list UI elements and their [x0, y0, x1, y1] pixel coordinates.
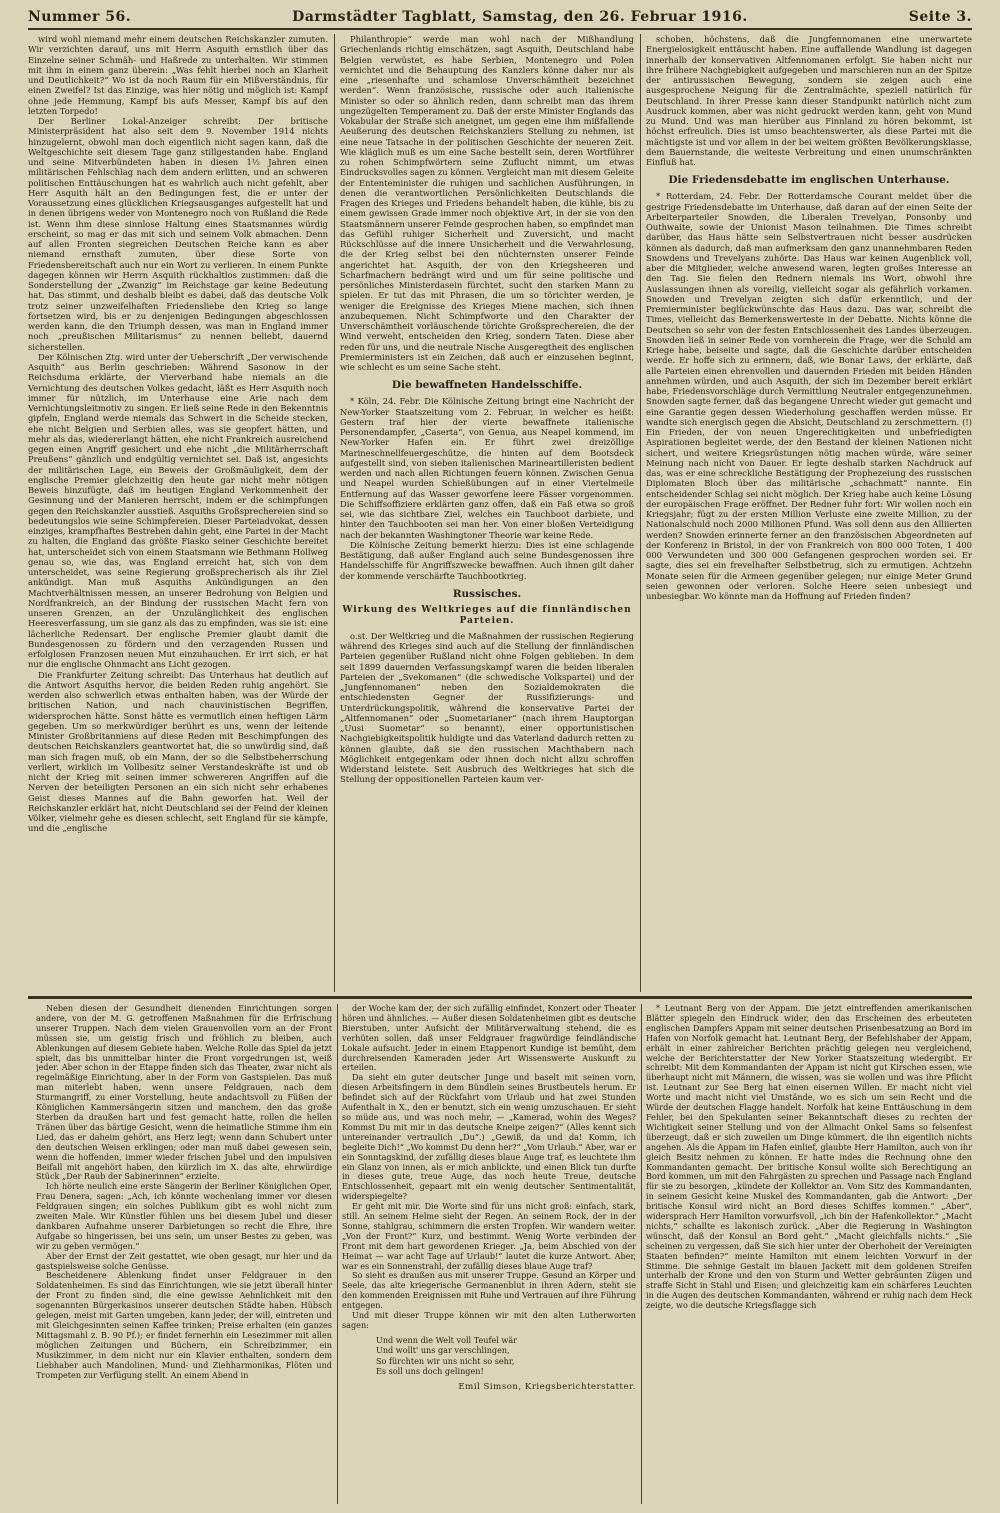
col3-para: * Rotterdam, 24. Febr. Der Rotterdamsche Courant meldet über die gestrige Friedensdebatte im Unterhause, daß daran auf der einen Seite der Arbeiterparteiler Snowden, die Liberalen Trevelyan, Ponsonby und Outhwaite, sowie der Unionist Mason teilnahmen. Die Times schreibt darüber, das Haus hätte sein Selbstvertrauen nicht besser ausdrücken können als dadurch, daß man aufmerksam den ganz unannehmbaren Reden Snowdens und Trevelyans zuhörte. Das Haus war keinen Augenblick voll, aber die Mitglieder, welche anwesend waren, legten großes Interesse an den Tag. Sie fielen den Rednern niemals ins Wort, obwohl ihre Auslassungen ihnen als voreilig, vielleicht sogar als gefährlich vorkamen. Snowden und Trevelyan zeigten sich dafür erkenntlich, und der Premierminister beglückwünschte das Haus dazu. Das war, schreibt die Times, vielleicht das Bemerkenswerteste in der Debatte. Nichts könne die Deutschen so sehr von der festen Entschlossenheit des Landes überzeugen. Snowden ließ in seiner Rede von vornherein die Frage, wer die Schuld am Kriege habe, beiseite und sagte, daß die Geschichte darüber entscheiden werde. Er hoffe sich zu erinnern, daß, wie Bonar Laws, der erklärte, daß alle Parteien einen ehrenvollen und dauernden Frieden mit beiden Händen annehmen würden, und auch Asquith, der sich im Dezember bereit erklärt habe, Friedensvorschläge durch Vermittlung Neutraler entgegenzunehmen. Snowden sagte ferner, daß das begangene Unrecht wieder gut gemacht und eine Garantie gegen dessen Wiederholung geschaffen werden müsse. Er wandte sich energisch gegen die Absicht, Deutschland zu zerschmettern. (!) Ein Frieden, der von neuen Ungerechtigkeiten und unbefriedigten Aspirationen begleitet werde, der den Bestand der kleinen Nationen nicht sichert, und weitere Kriegsrüstungen nötig machen würde, wäre seiner Meinung nach nicht von Dauer. Er legte deshalb starken Nachdruck auf das, was er eine schreckliche Bestätigung der Prophezeiung des russischen Diplomaten Bloch über das militärische „schachmatt“ nannte. Ein entscheidender Schlag sei nicht möglich. Der Krieg habe auch keine Lösung der europäischen Frage eröffnet. Der Redner fuhr fort: Wir wollen noch ein Kriegsjahr; fügt zu der ersten Million Verluste eine zweite Million, zu der Nationalschuld noch 2000 Millionen Pfund. Was soll denn aus den Alliierten werden? Snowden erinnerte ferner an den französischen Abgeordneten auf der Konferenz in Bristol, in der von Frankreich von 800 000 Toten, 1 400 000 Verwundeten und 300 000 Gefangenen gesprochen worden sei. Er sagte, dies sei ein frevelhafter Selbstbetrug, sich zu ermutigen. Achtzehn Monate seien für die Armeen gegenüber gelegen; nur einige Meter Grund seien gewonnen oder verloren. Solche Heere seien unbesiegt und unbesiegbar. Wo könnte man da Hoffnung auf Frieden finden?	[646, 191, 972, 601]
col2-para: Die Kölnische Zeitung bemerkt hierzu: Dies ist eine schlagende Bestätigung, daß außer England auch seine Bundesgenossen ihre Handelsschiffe für Angriffszwecke bewaffnen. Auch ihnen gilt daher der kommende verschärfte Tauchbootkrieg.	[340, 539, 634, 581]
headline-peace-debate: Die Friedensdebatte im englischen Unterhause.	[668, 174, 950, 187]
author-signature: Emil Simson, Kriegsberichterstatter.	[458, 1381, 636, 1392]
lower-column-2	[342, 1004, 636, 1504]
lower-column-3	[646, 1004, 972, 1504]
lower2-para: Er geht mit mir. Die Worte sind für uns nicht groß: einfach, stark, still. An seinem Helme sieht der Regen. An seinem Rock, der in der Sonne, stahlgrau, schimmern die ersten Tropfen. Wir wandern weiter. „Von der Front?“ Kurz, und bestimmt. Wenig Worte verbinden der Front mit dem hart gewordenen Krieger. „Ja, beim Abschied von der Heimat — war acht Tage auf Urlaub!“ lautet die kurze Antwort. Aber, war es ein Sonnenstrahl, der zufällig dieses blaue Auge traf?	[342, 1201, 636, 1271]
column-2	[340, 34, 634, 992]
column-divider	[337, 1004, 338, 1504]
lower2-para: der Woche kam der, der sich zufällig einfindet, Konzert oder Theater hören und ähnliches. — Außer diesen Soldatenheimen gibt es deutsche Bierstuben, unter Aufsicht der Militärverwaltung stehend, die es verhüten sollen, daß unser Feldgrauer fragwürdige feindländische Lokale aufsucht. Jeder in einem Etappenort Kundige ist bemüht, dem durchreisenden Kameraden jeder Art Wissenswerte Auskunft zu erteilen.	[342, 1004, 636, 1073]
lower3-para: * Leutnant Berg von der Appam. Die jetzt eintreffenden amerikanischen Blätter spiegeln den Eindruck wider, den das Erscheinen des erbeuteten englischen Dampfers Appam mit seiner deutschen Prisenbesatzung an Bord im Hafen von Norfolk gemacht hat. Leutnant Berg, der Befehlshaber der Appam, erhält in einer zahlreicher Berichten prächtig gelegen neu vergleichend, welche der Berichterstatter der New Yorker Staatszeitung wiedergibt. Er schreibt: Mit dem Kommandanten der Appam ist nicht gut Kirschen essen, wie überhaupt nicht mit Männern, die wissen, was sie wollen und was ihre Pflicht ist. Leutnant zur See Berg hat einen eisernen Willen. Er macht nicht viel Worte und macht nicht viel Umstände, wo es sich um sein Recht und die Würde der deutschen Flagge handelt. Norfolk hat keine Enttäuschung in dem Fehler, bei den Spekulanten seiner Bekanntschaft dieses zu rechten der Wichtigkeit seiner Stellung und von der Allmacht Onkel Sams so felsenfest überzeugt, daß er sich zuweilen um Dinge kümmert, die ihn eigentlich nichts angehen. Als die Appam im Hafen einlief, glaubte Herr Hamilton, auch von ihr gleich Besitz nehmen zu können. Er hatte indes die Rechnung ohne den Kommandanten gemacht. Der britische Konsul wollte sich Berechtigung an Bord kommen, um mit den Fahrgästen zu sprechen und Passage nach England für sie zu besorgen, „kündete der Kollektor an. Vom Sitz des Kommandanten, in seinem Gesicht keine Muskel des Kommandanten, gab die Antwort: „Der britische Konsul wird nicht an Bord dieses Schiffes kommen.“ „Aber“, widersprach Herr Hamilton vorwurfsvoll, „ich bin der Hafenkollektor.“ „Macht nichts,“ schallte es lakonisch zurück. „Aber die Regierung in Washington wünscht, daß der Konsul an Bord geht.“ „Macht gleichfalls nichts.“ „Sie scheinen zu vergessen, daß Sie sich hier unter der Oberhoheit der Vereinigten Staaten befinden?“ meinte Hamilton mit einem leichten Vorwurf in der Stimme. Die sehnige Gestalt im blauen Jackett mit dem goldenen Streifen unterhalb der Krone und den von Sturm und Wetter gebräunten Zügen und straffe Sicht in Stahl und Eisen; und gleichzeitig kam ein schärferes Leuchten in die Augen des deutschen Kommandanten, während er ruhig nach dem Heck zeigte, wo die deutsche Kriegsflagge sich	[646, 1004, 972, 1311]
verse-line: Und wenn die Welt voll Teufel wär	[376, 1334, 518, 1345]
verse-line: Und wollt' uns gar verschlingen,	[376, 1345, 510, 1356]
masthead-rule	[28, 28, 972, 30]
column-divider	[641, 1004, 642, 1504]
column-divider	[334, 34, 335, 992]
col2-para: Philanthropie“ werde man wohl nach der Mißhandlung Griechenlands richtig einschätzen, sagt Asquith, Deutschland habe Belgien verwüstet, es habe Serbien, Montenegro und Polen vernichtet und die Behauptung des Kanzlers könne daher nur als eine „riesenhafte und schamlose Unverschämtheit bezeichnet werden“. Wenn französische, russische oder auch italienische Minister so oder so ähnlich reden, dann schreibt man das ihrem ungezügelten Temperament zu. Daß der erste Minister Englands das Vokabular der Straße sich aneignet, um gegen eine ihm mißfallende Aeußerung des deutschen Reichskanzlers Stellung zu nehmen, ist eine neue Tatsache in der politischen Geschichte der neueren Zeit. Wie kläglich muß es um eine Sache bestellt sein, deren Wortführer zu rohen Schimpfwörtern seine Zuflucht nimmt, um etwas Eindrucksvolles sagen zu können. Vergleicht man mit diesem Geleite der Ententeminister die ruhigen und sachlichen Ausführungen, in denen die verantwortlichen Persönlichkeiten Deutschlands die Fragen des Krieges und Friedens behandelt haben, die kühle, bis zu einem gewissen Grade immer noch objektive Art, in der sie von den Staatsmännern unserer Feinde gesprochen haben, so empfindet man das Gefühl ruhiger Sicherheit und Zuversicht, und macht Rückschlüsse auf die innere Unsicherheit und die Verwahrlosung, die der Krieg selbst bei den nüchternsten unserer Feinde angerichtet hat. Asquith, der von den Kriegsheeren und Scharfmachern bedrängt wird und um für seine politische und persönliches Ministerdasein fürchtet, sucht den starken Mann zu spielen. Er tut das mit Phrasen, die um so törichter werden, je weniger die Ereignisse des Krieges Miene machen, sich ihnen anzubequemen. Nicht Schimpfworte und den Charakter der Unverschämtheit vorläuschende törichte Großsprechereien, die der Wind verweht, entscheiden den Krieg, sondern Taten. Diese aber reden für uns, und die neutrale Nische Ausgeregtheit des englischen Premierministers ist ein Zeichen, daß auch er einzusehen beginnt, wie schlecht es um seine Sache steht.	[340, 34, 634, 372]
lower1-para: Ich hörte neulich eine erste Sängerin der Berliner Königlichen Oper, Frau Denera, sagen: „Ach, ich könnte wochenlang immer vor diesen Feldgrauen singen; ein solches Publikum gibt es wohl nicht zum zweiten Male. Wir Künstler fühlen uns bei diesem Jubel und dieser dankbaren Aufnahme unserer Darbietungen so recht die Ehre, ihre Aufgabe so hingerissen, bei uns sein, um unser Bestes zu geben, was wir zu geben vermögen.“	[36, 1181, 332, 1251]
col2-para: o.st. Der Weltkrieg und die Maßnahmen der russischen Regierung während des Krieges sind auch auf die Stellung der finnländischen Parteien gegenüber Rußland nicht ohne Folgen geblieben. In dem seit 1899 dauernden Verfassungskampf waren die beiden liberalen Parteien der „Svekomanen“ (die schwedische Volkspartei) und der „Jungfennomanen“ neben den Sozialdemokraten die entschiedensten Gegner der Russifizierungs- und Unterdrückungspolitik, während die konservative Partei der „Altfennomanen“ oder „Suometarianer“ (nach ihrem Hauptorgan „Uusi Suometar“ so benannt), einer opportunistischen Nachgiebigkeitspolitik huldigte und das Vaterland dadurch retten zu können glaubte, daß sie den russischen Machthabern nach Möglichkeit entgegenkam oder ihnen doch nicht allzu schroffen Widerstand leistete. Seit Ausbruch des Weltkrieges hat sich die Stellung der oppositionellen Parteien kaum ver-	[340, 630, 634, 785]
lower2-para: Und mit dieser Truppe können wir mit den alten Lutherworten sagen:	[342, 1310, 636, 1330]
col1-para: Der Berliner Lokal-Anzeiger schreibt: Der britische Ministerpräsident hat also seit dem 9. November 1914 nichts hinzugelernt, obwohl man doch eigentlich nicht sagen kann, daß die Weltgeschichte seit diesem Tage ganz stillgestanden habe. England und seine Mitverbündeten haben in diesen 1½ Jahren einen militärischen Fehlschlag nach dem andern erlitten, und an schweren politischen Enttäuschungen hat es wahrlich auch nicht gefehlt, aber Herr Asquith hält an den Bedingungen fest, die er unter der Voraussetzung eines glücklichen Kriegsausganges aufgestellt hat und in denen übrigens weder von Montenegro noch von Rußland die Rede ist. Wenn ihm diese sinnlose Haltung eines Staatsmannes würdig erscheint, so mag er das mit sich und seinem Volk abmachen. Denn auf allen Fronten siegreichen Deutschen Reiche kann es aber niemand ernsthaft zumuten, über diese Sorte von Friedensbereitschaft auch nur ein Wort zu verlieren. In einem Punkte dagegen können wir Herrn Asquith rückhaltlos zustimmen: daß die Sonderstellung der „Zwanzig“ im Reichstage gar keine Bedeutung hat. Das stimmt, und deshalb bleibt es dabei, daß das deutsche Volk trotz seiner unzweifelhaften Friedensliebe den Krieg so lange fortsetzen wird, bis er zu denjenigen Bedingungen abgeschlossen werden kann, die den Triumph dessen, was man in England immer noch „preußischen Militarismus“ zu nennen beliebt, dauernd sicherstellen.	[28, 116, 328, 352]
lower-column-1	[36, 1004, 332, 1504]
col1-para: Die Frankfurter Zeitung schreibt: Das Unterhaus hat deutlich auf die Antwort Asquiths hervor, die beiden Reden ruhig angehört. Sie werden also schwerlich etwas enthalten haben, was der Würde der britischen Nation, und nach chauvinistischen Begriffen, widersprochen hätte. Sonst hätte es vermutlich einen heftigen Lärm gegeben. Um so merkwürdiger berührt es uns, wenn der leitende Minister Großbritanniens auf diese Reden mit Beschimpfungen des deutschen Reichskanzlers geantwortet hat, die so unwürdig sind, daß man sich fragen muß, ob ein Mann, der so die Selbstbeherrschung verliert, wirklich im Vollbesitz seiner Verstandeskräfte ist und ob nicht der Krieg mit seinen immer schwereren Angriffen auf die Nerven der beteiligten Personen an ein sich nicht sehr erhabenes Geist dieses Mannes auf die Bahn geworfen hat. Weil der Reichskanzler erklärt hat, nicht Deutschland sei der Feind der kleinen Völker, vielmehr gehe es diesen schlecht, seit England für sie kämpfe, und die „englische	[28, 669, 328, 834]
newspaper-title-date: Darmstädter Tagblatt, Samstag, den 26. Februar 1916.	[292, 9, 748, 25]
column-1	[28, 34, 328, 992]
luther-verse	[376, 1335, 636, 1377]
issue-number: Nummer 56.	[28, 9, 132, 25]
feuilleton-rule	[28, 996, 972, 999]
col3-para: schoben, höchstens, daß die Jungfennomanen eine unerwartete Energielosigkeit enttäuscht haben. Eine auffallende Wandlung ist dagegen innerhalb der konservativen Altfennomanen erfolgt. Sie haben nicht nur ihre frühere Nachgiebigkeit aufgegeben und marschieren nun an der Spitze der antirussischen Bewegung, sondern sie zeigen auch eine ausgesprochene Neigung für die Zentralmächte, speziell natürlich für Deutschland. In ihrer Presse kann dieser Standpunkt natürlich nicht zum Ausdruck kommen, aber was nicht gedruckt werden kann, geht von Mund zu Mund. Und was man hierüber aus Finnland zu hören bekommt, ist höchst erfreulich. Dies ist umso beachtenswerter, als diese Partei mit die mächtigste ist und vor allem in der bei weitem größten Bevölkerungsklasse, dem Bauernstande, die weiteste Verbreitung und einen unumschränkten Einfluß hat.	[646, 34, 972, 167]
masthead	[28, 6, 972, 28]
col2-para: * Köln, 24. Febr. Die Kölnische Zeitung bringt eine Nachricht der New-Yorker Staatszeitung vom 2. Februar, in welcher es heißt: Gestern traf hier der vierte bewaffnete italienische Personendampfer, „Caserta“, von Genua, aus Neapel kommend, im New-Yorker Hafen ein. Er führt zwei dreizöllige Marineschnellfeuergeschütze, die hinten auf dem Bootsdeck aufgestellt sind, von sieben italienischen Marineartilleristen bedient werden und nach allen Richtungen feuern können. Zwischen Genua und Neapel wurden Schießübungen auf in einer Viertelmeile Entfernung auf das Wasser geworfene leere Fässer vorgenommen. Die Schiffsoffiziere erklärten ganz offen, daß ein Faß etwa so groß sei, wie das sichtbare Ziel, welches ein Tauchboot darbiete, und hinter den Tauchbooten sei man her. Von einer bloßen Verteidigung nach der bekannten Washingtoner Theorie war keine Rede.	[340, 396, 634, 540]
lower1-para: Neben diesen der Gesundheit dienenden Einrichtungen sorgen andere, von der M. G. getroffenen Maßnahmen für die Erfrischung unserer Truppen. Nach dem vielen Grauenvollen vorn an der Front müssen sie, um geistig frisch und fröhlich zu bleiben, auch Ablenkungen auf diesem Gebiete haben. Welche Rolle das Spiel da jetzt spielt, das bis unmittelbar hinter die Front vorgedrungen ist, weiß jeder. Aber schon in der Etappe finden sich das Theater, zwar nicht als regelmäßige Einrichtung, aber in der Form von Gastspielen. Das muß man miterlebt haben, wenn unsere Feldgrauen, nach dem Sturmangriff, zu einer Vorstellung, heute andachtsvoll zu Füßen der Königlichen Kammersängerin sitzen und manchem, den das große Sterben da draußen hart und fest gemacht hatte, rollen die hellen Tränen über das bärtige Gesicht, wenn die heimatliche Stimme ihm ein Lied, das er daheim gehört, ans Herz legt; wenn dann Schubert unter den deutschen Weisen erklingen; oder man muß dabei gewesen sein, wenn die hoffenden, immer wieder frischen Jubel und den impulsiven Beifall mit angehört haben, den kürzlich im X. das alte, ehrwürdige Stück „Der Raub der Sabinerinnen“ erzielte.	[36, 1004, 332, 1182]
column-3	[646, 34, 972, 992]
col1-para: wird wohl niemand mehr einem deutschen Reichskanzler zumuten. Wir verzichten darauf, uns mit Herrn Asquith ernstlich über das Einzelne seiner Schmäh- und Haßrede zu unterhalten. Wir stimmen mit ihm in einem ganz überein: „Was fehlt hierbei noch an Klarheit und Deutlichkeit?“ Wo ist da noch Raum für ein Mißverständnis, für einen Zweifel? Ist das Einzige, was hier nötig und möglich ist: Kampf ohne jede Hemmung, Kampf bis aufs Messer, Kampf bis auf den letzten Torpedo!	[28, 34, 328, 116]
headline-russian-affairs: Russisches.	[452, 587, 522, 600]
lower1-para: Bescheidenere Ablenkung findet unser Feldgrauer in den Soldatenheimen. Es sind das Einrichtungen, wie sie jetzt überall hinter der Front zu finden sind, die eine gewisse Aehnlichkeit mit den sogenannten Bürgerkasinos unserer deutschen Städte haben. Hübsch gelegen, meist mit Garten umgeben, kann jeder, der will, eintreten und mit Gleichgesinnten seinen Kaffee trinken; Preise erhalten (ein ganzes Mittagsmahl z. B. 90 Pf.); er findet fernerhin ein Lesezimmer mit allen möglichen Zeitungen und Büchern, ein Schreibzimmer, ein Musikzimmer, in dem nicht nur ein Klavier enthalten, sondern dem Liebhaber auch Mandolinen, Mund- und Ziehharmonikas, Flöten und Trompeten zur Verfügung stellt. An einem Abend in	[36, 1270, 332, 1380]
page-number: Seite 3.	[908, 9, 972, 25]
lower1-para: Aber der Ernst der Zeit gestattet, wie oben gesagt, nur hier und da gastspielsweise solche Genüsse.	[36, 1250, 332, 1271]
subheadline-finnish-parties: Wirkung des Weltkrieges auf die finnländischen Parteien.	[342, 604, 632, 626]
verse-line: So fürchten wir uns nicht so sehr,	[376, 1355, 515, 1366]
lower2-para: So sieht es draußen aus mit unserer Truppe. Gesund an Körper und Seele, das alte kriegerische Germanenblut in ihren Adern, steht sie den kommenden Ereignissen mit Ruhe und Vertrauen auf ihre Führung entgegen.	[342, 1270, 636, 1311]
col1-para: Der Kölnischen Ztg. wird unter der Ueberschrift „Der verwischende Asquith“ aus Berlin geschrieben: Während Sasonow in der Reichsduma erklärte, der Vierverband habe niemals an die Vernichtung des deutschen Volkes gedacht, läßt es Herr Asquith noch immer für nützlich, im Unterhause eine Arie nach dem Vernichtungsleitmotiv zu singen. Er ließ seine Rede in den Bekenntnis gipfeln, England werde niemals das Schwert in die Scheide stecken, ehe nicht Belgien und Serbien alles, was sie geopfert hätten, und mehr als das, wiedererlangt hätten, ehe nicht Frankreich ausreichend gegen einen Angriff gesichert und ehe nicht „die Militärherrschaft Preußens“ gänzlich und endgültig vernichtet sei. Daß ist, angesichts der militärischen Lage, ein Beweis der Großmäuligkeit, dem der englische Premier gleichzeitig den heute gar nicht mehr nötigen Beweis hinzufügte, daß im heutigen England Verkommenheit der Gesinnung und der Manieren herrscht, indem er die schimpfungen gegen den Reichskanzler ausstieß. Asquiths Großsprechereien sind so bedeutungslos wie seine Schimpfereien. Dieser Parteiadvokat, dessen einziges, krampfhaftes Bestreben dahin geht, eine Partei in der Macht zu halten, die England das größte Fiasko seiner Geschichte bereitet hat, unterscheidet sich von einem Staatsmann wie Bethmann Hollweg genau so, wie das, was England erreicht hat, sich von dem unterscheidet, was seine Regierung großsprecherisch als ihr Ziel ankündigt. Man muß Asquiths Ankündigungen an den Machtverhältnissen messen, an unserer Bedrohung von Belgien und Nordfrankreich, an der Bindung der russischen Macht fern von unseren Grenzen, an der Unzulänglichkeit des englischen Heeresverfassung, um sie ganz als das zu empfinden, was sie ist: eine lächerliche Redensart. Der englische Premier glaubt damit die Bundesgenossen zu fördern und den verzagenden Russen und erfolglosen Franzosen neuen Mut einzuhauchen. Er irrt sich, er hat nur die englische Ohnmacht ans Licht gezogen.	[28, 351, 328, 670]
verse-line: Es soll uns doch gelingen!	[376, 1366, 484, 1377]
headline-armed-merchant-ships: Die bewaffneten Handelsschiffe.	[391, 379, 583, 392]
lower2-para: Da sieht ein guter deutscher Junge und baselt mit seinen vorn, diesen Arbeitsfingern in dem Bündlein seines Brustbeutels herum. Er befindet sich auf der Rückfahrt vom Urlaub und hat zwei Stunden Aufenthalt in X., den er benutzt, sich ein wenig umzuschauen. Er sieht so müde aus, und was noch mehr, — „Kamerad, wohin des Weges? Kommst Du mit mir in das deutsche Kneipe zeigen?“ (Alles kennt sich untereinander vertraulich „Du“.) „Gewiß, da und da! Komm, ich begleite Dich!“ „Wo kommst Du denn her?“ „Vom Urlaub.“ Aber, war er ein Sonntagskind, der zufällig dieses blaue Auge traf, es leuchtete ihm ein Glanz von innen, als er mich anblickte, und einen Blick tun durfte in dieses gute, treue Auge, das noch heute Treue, deutsche Entschlossenheit, gepaart mit ein wenig deutscher Sentimentalität, widerspiegelte?	[342, 1072, 636, 1202]
column-divider	[640, 34, 641, 992]
